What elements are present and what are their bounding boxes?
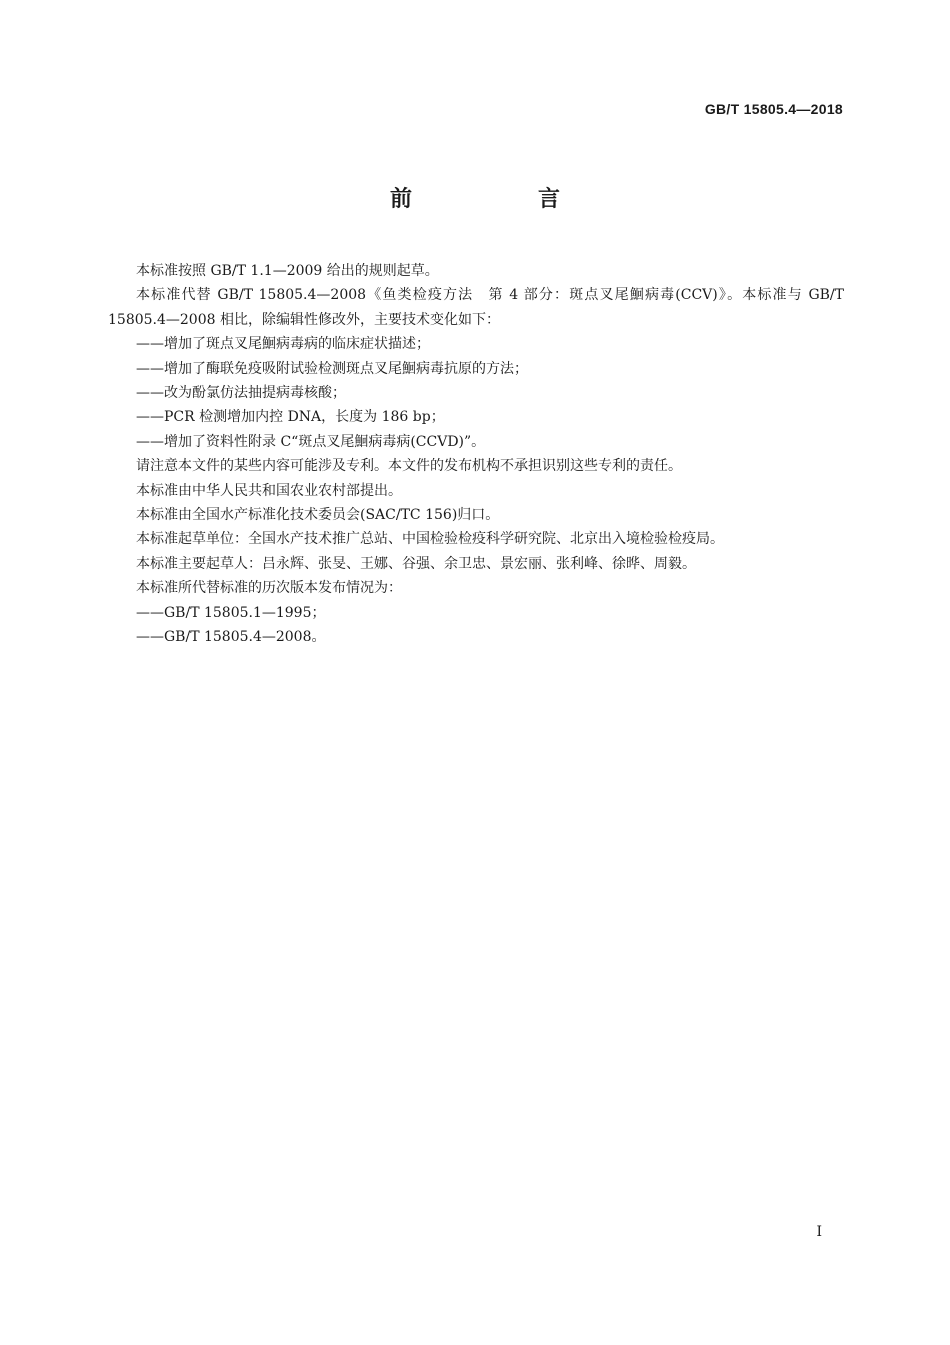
- foreword-body: [108, 259, 844, 650]
- paragraph-previous-editions: 本标准所代替标准的历次版本发布情况为：: [136, 580, 402, 597]
- paragraph-drafting-rules: 本标准按照 GB/T 1.1—2009 给出的规则起草。: [136, 263, 439, 279]
- paragraph-drafting-units: 本标准起草单位：全国水产技术推广总站、中国检验检疫科学研究院、北京出入境检验检疫局。: [136, 531, 724, 548]
- paragraph-technical-committee: 本标准由全国水产标准化技术委员会(SAC/TC 156)归口。: [136, 507, 500, 524]
- list-item-change: ——增加了酶联免疫吸附试验检测斑点叉尾鮰病毒抗原的方法；: [136, 360, 528, 377]
- list-item-edition: ——GB/T 15805.1—1995；: [136, 604, 326, 621]
- page-number: I: [816, 1224, 822, 1240]
- paragraph-drafters: 本标准主要起草人：吕永辉、张旻、王娜、谷强、余卫忠、景宏丽、张利峰、徐晔、周毅。: [136, 555, 696, 572]
- list-item-change: ——改为酚氯仿法抽提病毒核酸；: [136, 385, 346, 402]
- list-item-change: ——PCR 检测增加内控 DNA，长度为 186 bp；: [136, 409, 445, 426]
- paragraph-replacement-note: 本标准代替 GB/T 15805.4—2008《鱼类检疫方法 第 4 部分：斑点叉尾鮰病毒(CCV)》。本标准与 GB/T 15805.4—2008 相比，除编辑性修改外，主要技术变化如下：: [108, 287, 844, 328]
- standard-code-header: GB/T 15805.4—2018: [704, 101, 843, 117]
- paragraph-patent-notice: 请注意本文件的某些内容可能涉及专利。本文件的发布机构不承担识别这些专利的责任。: [136, 458, 682, 475]
- paragraph-proposer: 本标准由中华人民共和国农业农村部提出。: [136, 482, 402, 499]
- list-item-change: ——增加了资料性附录 C“斑点叉尾鮰病毒病(CCVD)”。: [136, 433, 486, 450]
- list-item-edition: ——GB/T 15805.4—2008。: [136, 629, 326, 646]
- list-item-change: ——增加了斑点叉尾鮰病毒病的临床症状描述；: [136, 336, 430, 353]
- page-title: 前 言: [389, 187, 612, 212]
